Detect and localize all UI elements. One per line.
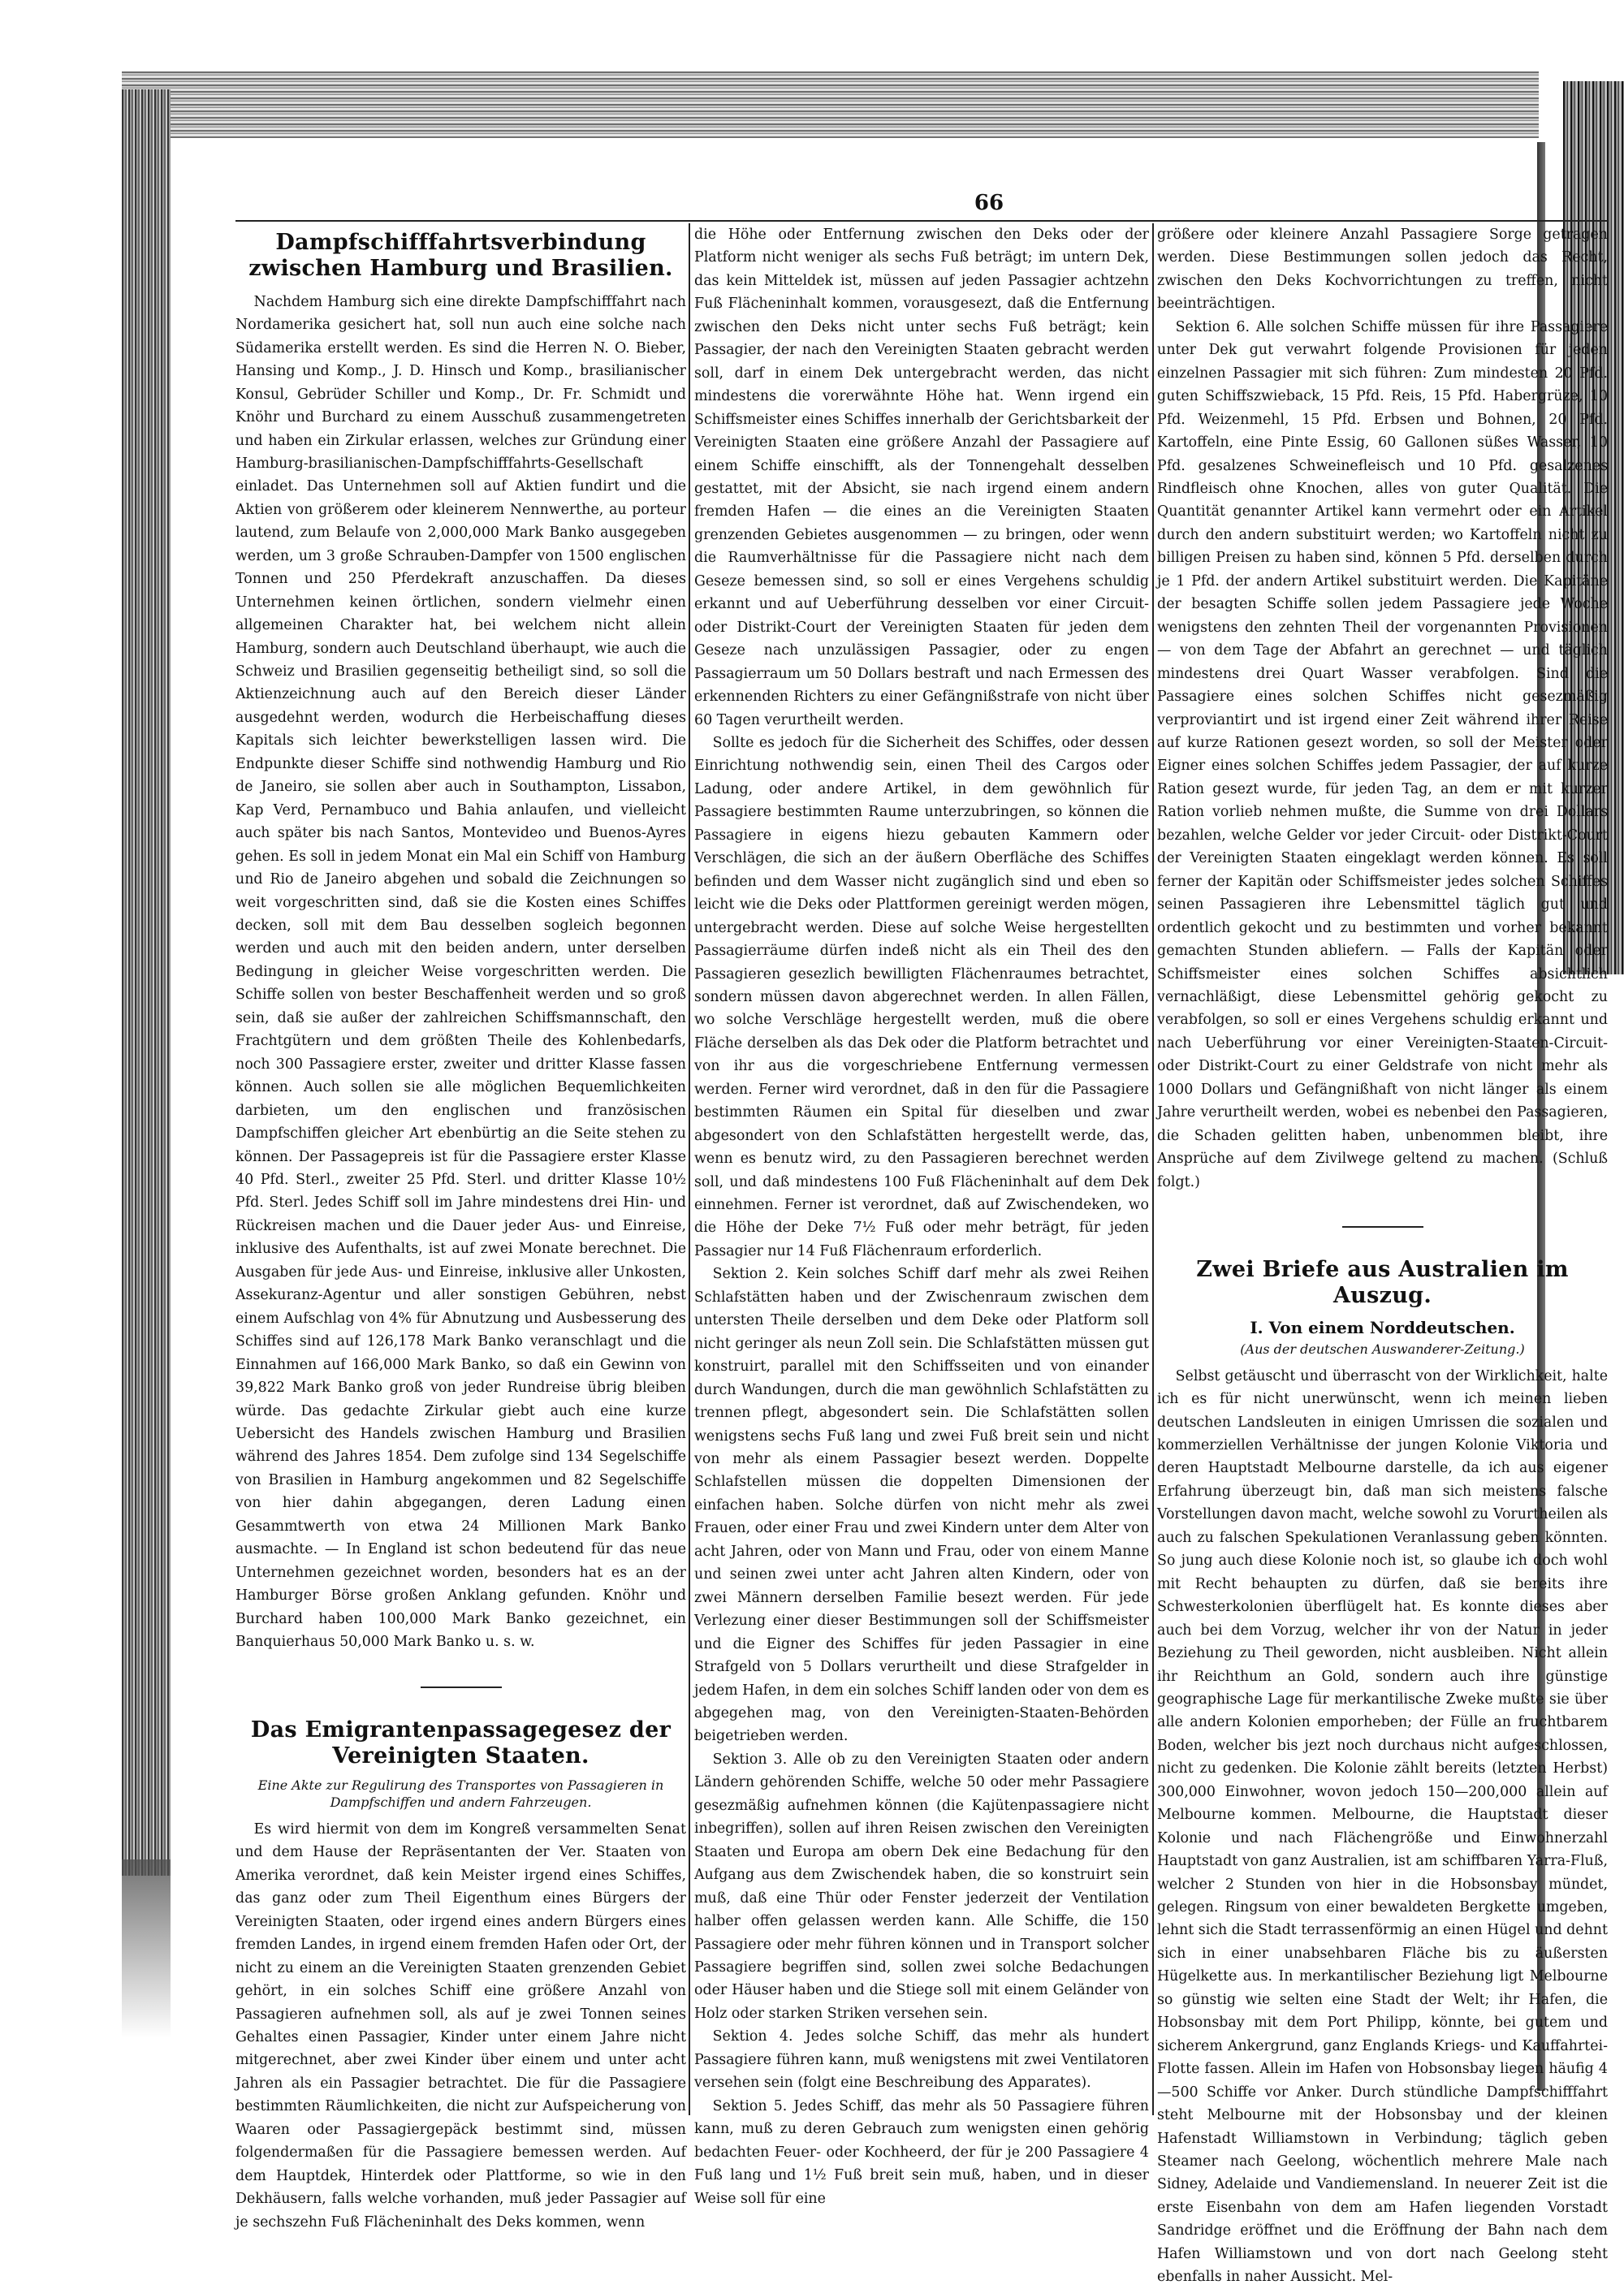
- article-paragraph: Sektion 4. Jedes solche Schiff, das mehr als hundert Passagiere führen kann, muß wenigstens mit zwei Ventilatoren versehen sein (folgt eine Beschreibung des Apparates).: [694, 2028, 1149, 2092]
- book-edge-top: [122, 71, 1539, 138]
- article-title: Zwei Briefe aus Australien im Auszug.: [1196, 1257, 1569, 1309]
- article-subtitle: Eine Akte zur Regulirung des Transportes von Passagieren in Dampfschiffen und andern Fahrzeugen.: [257, 1777, 664, 1811]
- article-separator: [421, 1687, 502, 1688]
- article-separator: [1342, 1226, 1423, 1228]
- article-paragraph: Sektion 5. Jedes Schiff, das mehr als 50 Passagiere führen kann, muß zu deren Gebrauch zum wenigsten einen gehörig bedachten Feuer- oder Kochheerd, der für je 200 Passagiere 4 Fuß lang und 1½ Fuß breit sein muß, haben, und in dieser Weise soll für eine: [694, 2097, 1149, 2207]
- newspaper-page: [219, 142, 1608, 2286]
- article-source: (Aus der deutschen Auswanderer-Zeitung.): [1240, 1341, 1525, 1357]
- column-3: [1157, 223, 1608, 2286]
- book-edge-left: [122, 89, 171, 1876]
- article-paragraph: Sektion 6. Alle solchen Schiffe müssen für ihre Passagiere unter Dek gut verwahrt folgende Provisionen für jeden einzelnen Passagier mit sich führen: Zum mindesten 20 Pfd. guten Schiffszwieback, 15 Pfd. Reis, 15 Pfd. Habergrüze, 10 Pfd. Weizenmehl, 15 Pfd. Erbsen und Bohnen, 20 Pfd. Kartoffeln, eine Pinte Essig, 60 Gallonen süßes Wasser, 10 Pfd. gesalzenes Schweinefleisch und 10 Pfd. gesalzenes Rindfleisch ohne Knochen, alles von guter Qualität. Die Quantität genannter Artikel kann vermehrt oder ein Artikel durch den andern substituirt werden; wo Kartoffeln nicht zu billigen Preisen zu haben sind, können 5 Pfd. derselben durch je 1 Pfd. der andern Artikel substituirt werden. Die Kapitäne der besagten Schiffe sollen jedem Passagiere jede Woche wenigstens den zehnten Theil der vorgenannten Provisionen — von dem Tage der Abfahrt an gerechnet — und täglich mindestens drei Quart Wasser verabfolgen. Sind die Passagiere eines solchen Schiffes nicht gesezmäßig verproviantirt und ist irgend einer Zeit während ihrer Reise auf kurze Rationen gesezt worden, so soll der Meister oder Eigner eines solchen Schiffes jedem Passagier, der auf kurze Ration gesezt wurde, für jeden Tag, an dem er mit kurzer Ration vorlieb nehmen mußte, die Summe von drei Dollars bezahlen, welche Gelder vor jeder Circuit- oder Distrikt-Court der Vereinigten Staaten eingeklagt werden können. Es soll ferner der Kapitän oder Schiffsmeister jedes solchen Schiffes seinen Passagieren ihre Lebensmittel täglich gut und ordentlich gekocht und zu bestimmten und vorher bekannt gemachten Stunden abliefern. — Falls der Kapitän oder Schiffsmeister eines solchen Schiffes absichtlich vernachläßigt, diese Lebensmittel gehörig gekocht zu verabfolgen, so soll er eines Vergehens schuldig erkannt und nach Ueberführung vor einer Vereinigten-Staaten-Circuit- oder Distrikt-Court zu einer Geldstrafe von nicht mehr als 1000 Dollars und Gefängnißhaft von nicht länger als einem Jahre verurtheilt werden, wobei es nebenbei den Passagieren, die Schaden gelitten haben, unbenommen bleibt, ihre Ansprüche auf dem Zivilwege geltend zu machen. (Schluß folgt.): [1157, 318, 1608, 1190]
- article-paragraph: Sektion 3. Alle ob zu den Vereinigten Staaten oder andern Ländern gehörenden Schiffe, welche 50 oder mehr Passagiere gesezmäßig aufnehmen können (die Kajütenpassagiere nicht inbegriffen), sollen auf ihren Reisen zwischen den Vereinigten Staaten und Europa am obern Dek eine Bedachung für den Aufgang aus dem Zwischendek haben, die so konstruirt sein muß, daß eine Thür oder Fenster jederzeit der Ventilation halber offen gelassen werden kann. Alle Schiffe, die 150 Passagiere oder mehr führen können und in Transport solcher Passagiere begriffen sind, sollen zwei solche Bedachungen oder Häuser haben und die Stiege soll mit einem Geländer von Holz oder starken Striken versehen sein.: [694, 1751, 1149, 2022]
- article-paragraph: die Höhe oder Entfernung zwischen den Deks oder der Platform nicht weniger als sechs Fuß beträgt; im untern Dek, das kein Mitteldek ist, müssen auf jeden Passagier achtzehn Fuß Flächeninhalt kommen, vorausgesezt, daß die Entfernung zwischen den Deks nicht unter sechs Fuß beträgt; kein Passagier, der nach den Vereinigten Staaten gebracht werden soll, darf in einem Dek untergebracht werden, das nicht mindestens die vorerwähnte Höhe hat. Wenn irgend ein Schiffsmeister eines Schiffes innerhalb der Gerichtsbarkeit der Vereinigten Staaten eine größere Anzahl der Passagiere auf einem Schiffe einschifft, als der Tonnengehalt desselben gestattet, mit der Absicht, sie nach irgend einem andern fremden Hafen — die eines an die Vereinigten Staaten grenzenden Gebietes ausgenommen — zu bringen, oder wenn die Raumverhältnisse für die Passagiere nicht nach dem Geseze bemessen sind, so soll er eines Vergehens schuldig erkannt und auf Ueberführung desselben vor einer Circuit- oder Distrikt-Court der Vereinigten Staaten für jeden dem Geseze nach unzulässigen Passagier, oder zu engen Passagierraum um 50 Dollars bestraft und nach Ermessen des erkennenden Richters zu einer Gefängnißstrafe von nicht über 60 Tagen verurtheilt werden.: [694, 227, 1149, 728]
- article-paragraph: Sektion 2. Kein solches Schiff darf mehr als zwei Reihen Schlafstätten haben und der Zwischenraum zwischen dem untersten Theile derselben und dem Deke oder Platform soll nicht geringer als neun Zoll sein. Die Schlafstätten müssen gut konstruirt, parallel mit den Schiffsseiten und von einander durch Wandungen, durch die man gewöhnlich Schlafstätten zu trennen pflegt, abgesondert sein. Die Schlafstätten sollen wenigstens sechs Fuß lang und zwei Fuß breit sein und nicht von mehr als einem Passagier besezt werden. Doppelte Schlafstellen müssen die doppelten Dimensionen der einfachen haben. Solche dürfen von nicht mehr als zwei Frauen, oder einer Frau und zwei Kindern unter dem Alter von acht Jahren, oder von Mann und Frau, oder von einem Manne und seinen zwei unter acht Jahren alten Kindern, oder von zwei Männern derselben Familie besezt werden. Für jede Verlezung einer dieser Bestimmungen soll der Schiffsmeister und die Eigner des Schiffes für jeden Passagier in eine Strafgeld von 5 Dollars verurtheilt und diese Strafgelder in jedem Hafen, in dem ein solches Schiff landen oder von dem es abgegehen mag, von den Vereinigten-Staaten-Behörden beigetrieben werden.: [694, 1266, 1149, 1745]
- article-title: Das Emigrantenpassagegesez der Vereinigten Staaten.: [250, 1717, 672, 1769]
- article-paragraph: Selbst getäuscht und überrascht von der Wirklichkeit, halte ich es für nicht unerwünscht, wenn ich meinen lieben deutschen Landsleuten in einigen Umrissen die sozialen und kommerziellen Verhältnisse der jungen Kolonie Viktoria und deren Hauptstadt Melbourne darstelle, da ich aus eigener Erfahrung überzeugt bin, daß man sich meistens falsche Vorstellungen davon macht, welche sowohl zu Vorurtheilen als auch zu falschen Spekulationen Veranlassung geben könnten. So jung auch diese Kolonie noch ist, so glaube ich doch wohl mit Recht behaupten zu dürfen, daß sie bereits ihre Schwesterkolonien überflügelt hat. Es konnte dieses aber auch bei dem Vorzug, welcher ihr von der Natur in jeder Beziehung zu Theil geworden, nicht ausbleiben. Nicht allein ihr Reichthum an Gold, sondern auch ihre günstige geographische Lage für merkantilische Zweke mußte sie über alle andern Kolonien emporheben; der Fülle an fruchtbarem Boden, welcher bis jezt noch durchaus nicht aufgeschlossen, nicht zu gedenken. Die Kolonie zählt bereits (letzten Herbst) 300,000 Einwohner, wovon jedoch 150—200,000 allein auf Melbourne kommen. Melbourne, die Hauptstadt dieser Kolonie und nach Flächengröße und Einwohnerzahl Hauptstadt von ganz Australien, ist am schiffbaren Yarra-Fluß, welcher 2 Stunden von hier in die Hobsonsbay mündet, gelegen. Ringsum von einer bewaldeten Bergkette umgeben, lehnt sich die Stadt terrassenförmig an einen Hügel und dehnt sich in einer unabsehbaren Fläche bis zu äußersten Hügelkette aus. In merkantilischer Beziehung ligt Melbourne so günstig wie selten eine Stadt der Welt; ihr Hafen, die Hobsonsbay mit dem Port Philipp, könnte, bei gutem und sicherem Ankergrund, ganz Englands Kriegs- und Kauffahrtei-Flotte fassen. Allein im Hafen von Hobsonsbay liegen häufig 4—500 Schiffe vor Anker. Durch stündliche Dampfschifffahrt steht Melbourne mit der Hobsonsbay und der kleinen Hafenstadt Williamstown in Verbindung; täglich geben Steamer nach Geelong, wöchentlich mehrere Male nach Sidney, Adelaide und Vandiemensland. In neuerer Zeit ist die erste Eisenbahn von dem am Hafen liegenden Vorstadt Sandridge eröffnet und die Eröffnung der Bahn nach dem Hafen Williamstown und von dort nach Geelong steht ebenfalls in naher Aussicht. Mel-: [1157, 1367, 1608, 2286]
- column-2: [694, 223, 1149, 2207]
- book-edge-left-shadow: [122, 1859, 171, 2038]
- page-number: 66: [974, 191, 1004, 215]
- article-paragraph: größere oder kleinere Anzahl Passagiere Sorge getragen werden. Diese Bestimmungen sollen jedoch das Recht, zwischen den Deks Kochvorrichtungen zu treffen, nicht beeinträchtigen.: [1157, 227, 1608, 313]
- article-title: Dampfschifffahrtsverbindung zwischen Hamburg und Brasilien.: [248, 230, 673, 282]
- article-paragraph: Es wird hiermit von dem im Kongreß versammelten Senat und dem Hause der Repräsentanten der Ver. Staaten von Amerika verordnet, daß kein Meister irgend eines Schiffes, das ganz oder zum Theil Eigenthum eines Bürgers der Vereinigten Staaten, oder irgend eines andern Bürgers eines fremden Landes, in irgend einem fremden Hafen oder Ort, der nicht zu einem an die Vereinigten Staaten grenzenden Gebiet gehört, in ein solches Schiff eine größere Anzahl von Passagieren aufnehmen soll, als auf je zwei Tonnen seines Gehaltes einen Passagier, Kinder unter einem Jahre nicht mitgerechnet, aber zwei Kinder über einem und unter acht Jahren als ein Passagier betrachtet. Die für die Passagiere bestimmten Räumlichkeiten, die nicht zur Aufspeicherung von Waaren oder Passagiergepäck bestimmt sind, müssen folgendermaßen für die Passagiere bemessen werden. Auf dem Hauptdek, Hinterdek oder Plattforme, so wie in den Dekhäusern, falls welche vorhanden, muß jeder Passagier auf je sechszehn Fuß Flächeninhalt des Deks kommen, wenn: [235, 1820, 686, 2231]
- article-paragraph: Sollte es jedoch für die Sicherheit des Schiffes, oder dessen Einrichtung nothwendig sein, einen Theil des Cargos oder Ladung, oder andere Artikel, in dem gewöhnlich für Passagiere bestimmten Raume unterzubringen, so können die Passagiere in eigens hiezu gebauten Kammern oder Verschlägen, die sich an der äußern Oberfläche des Schiffes befinden und dem Wasser nicht zugänglich sind und eben so leicht wie die Deks oder Plattformen gereinigt werden mögen, untergebracht werden. Diese auf solche Weise hergestellten Passagierräume dürfen indeß nicht als ein Theil des den Passagieren gesezlich bewilligten Flächenraumes betrachtet, sondern müssen davon abgerechnet werden. In allen Fällen, wo solche Verschläge hergestellt werden, muß die obere Fläche derselben als das Dek oder die Platform betrachtet und von ihr aus die vorgeschriebene Entfernung vermessen werden. Ferner wird verordnet, daß in den für die Passagiere bestimmten Räumen ein Spital für dieselben und zwar abgesondert von den Schlafstätten hergestellt werde, das, wenn es benutz wird, zu den Passagieren berechnet werden soll, und daß mindestens 100 Fuß Flächeninhalt auf dem Dek einnehmen. Ferner ist verordnet, daß auf Zwischendeken, wo die Höhe der Deke 7½ Fuß oder mehr beträgt, für jeden Passagier nur 14 Fuß Flächenraum erforderlich.: [694, 734, 1149, 1259]
- column-rule: [689, 223, 690, 2115]
- header-rule: [235, 220, 1608, 222]
- article-subtitle: I. Von einem Norddeutschen.: [1250, 1317, 1515, 1337]
- column-rule: [1152, 223, 1154, 2115]
- column-1: [235, 223, 686, 2231]
- article-paragraph: Nachdem Hamburg sich eine direkte Dampfschifffahrt nach Nordamerika gesichert hat, soll nun auch eine solche nach Südamerika erstellt werden. Es sind die Herren N. O. Bieber, Hansing und Komp., J. D. Hinsch und Komp., brasilianischer Konsul, Gebrüder Schiller und Komp., Dr. Fr. Schmidt und Knöhr und Burchard zu einem Ausschuß zusammengetreten und haben ein Zirkular erlassen, welches zur Gründung einer Hamburg-brasilianischen-Dampfschifffahrts-Gesellschaft einladet. Das Unternehmen soll auf Aktien fundirt und die Aktien von größerem oder kleinerem Nennwerthe, au porteur lautend, zum Belaufe von 2,000,000 Mark Banko ausgegeben werden, um 3 große Schrauben-Dampfer von 1500 englischen Tonnen und 250 Pferdekraft anzuschaffen. Da dieses Unternehmen keinen örtlichen, sondern vielmehr einen allgemeinen Charakter hat, bei welchem nicht allein Hamburg, sondern auch Deutschland überhaupt, wie auch die Schweiz und Brasilien gegenseitig betheiligt sind, so soll die Aktienzeichnung auch auf den Bereich dieser Länder ausgedehnt werden, wodurch die Herbeischaffung dieses Kapitals sich leichter bewerkstelligen lassen wird. Die Endpunkte dieser Schiffe sind nothwendig Hamburg und Rio de Janeiro, sie sollen aber auch in Southampton, Lissabon, Kap Verd, Pernambuco und Bahia anlaufen, und vielleicht auch später bis nach Santos, Montevideo und Buenos-Ayres gehen. Es soll in jedem Monat ein Mal ein Schiff von Hamburg und Rio de Janeiro abgehen und sobald die Zeichnungen so weit vorgeschritten sind, daß sie die Kosten eines Schiffes decken, soll mit dem Bau desselben sogleich begonnen werden und auch mit den beiden andern, unter derselben Bedingung in gleicher Weise vorgeschritten werden. Die Schiffe sollen von bester Beschaffenheit werden und so groß sein, daß sie außer der zahlreichen Schiffsmannschaft, den Frachtgütern und dem größten Theile des Kohlenbedarfs, noch 300 Passagiere erster, zweiter und dritter Klasse fassen können. Auch sollen sie alle möglichen Bequemlichkeiten darbieten, um den englischen und französischen Dampfschiffen gleicher Art ebenbürtig an die Seite stehen zu können. Der Passagepreis ist für die Passagiere erster Klasse 40 Pfd. Sterl., zweiter 25 Pfd. Sterl. und dritter Klasse 10½ Pfd. Sterl. Jedes Schiff soll im Jahre mindestens drei Hin- und Rückreisen machen und die Dauer jeder Aus- und Einreise, inklusive des Aufenthalts, ist auf zwei Monate berechnet. Die Ausgaben für jede Aus- und Einreise, inklusive aller Unkosten, Assekuranz-Agentur und aller sonstigen Gebühren, nebst einem Aufschlag von 4% für Abnutzung und Ausbesserung des Schiffes sind auf 126,178 Mark Banko veranschlagt und die Einnahmen auf 166,000 Mark Banko, so daß ein Gewinn von 39,822 Mark Banko groß von jeder Rundreise übrig bleiben würde. Das gedachte Zirkular giebt auch eine kurze Uebersicht des Handels zwischen Hamburg und Brasilien während des Jahres 1854. Dem zufolge sind 134 Segelschiffe von Brasilien in Hamburg angekommen und 82 Segelschiffe von hier dahin abgegangen, deren Ladung einen Gesammtwerth von etwa 24 Millionen Mark Banko ausmachte. — In England ist schon bedeutend für das neue Unternehmen gezeichnet worden, besonders hat es an der Hamburger Börse großen Anklang gefunden. Knöhr und Burchard haben 100,000 Mark Banko gezeichnet, ein Banquierhaus 50,000 Mark Banko u. s. w.: [235, 293, 686, 1651]
